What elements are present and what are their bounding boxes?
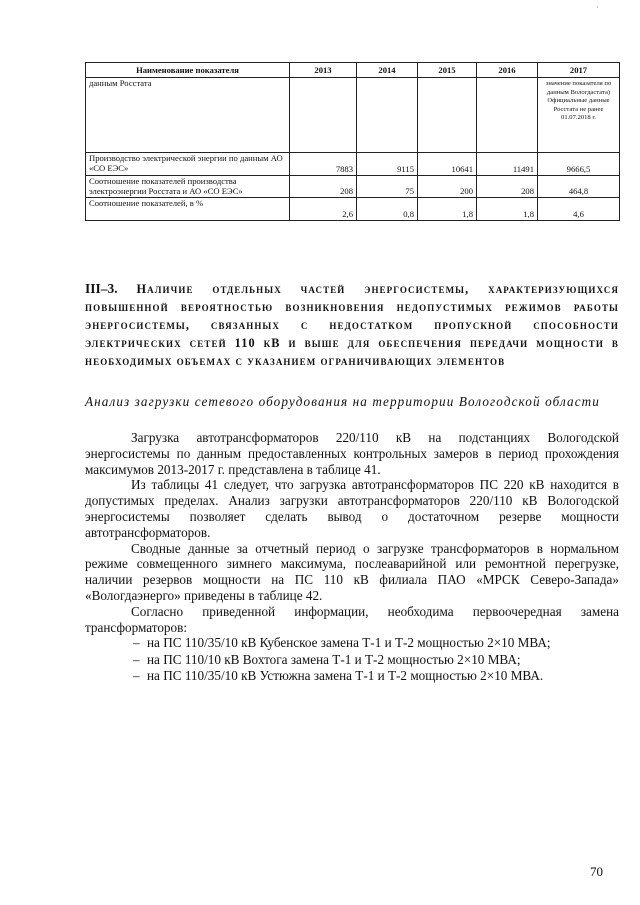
cell-2015: 10641 bbox=[418, 153, 477, 176]
cell-2013: 2,6 bbox=[290, 198, 357, 221]
row-label: Соотношение показателей, в % bbox=[86, 198, 290, 221]
replacement-list bbox=[85, 635, 619, 685]
column-header-2017: 2017 bbox=[538, 63, 620, 78]
column-header-2013: 2013 bbox=[290, 63, 357, 78]
cell-2017: 9666,5 bbox=[538, 153, 620, 176]
row-label: данным Росстата bbox=[86, 78, 290, 153]
list-item-text: на ПС 110/10 кВ Вохтога замена Т-1 и Т-2 мощностью 2×10 МВА; bbox=[147, 651, 521, 667]
cell-2015: 200 bbox=[418, 176, 477, 198]
list-marker: – bbox=[133, 651, 140, 667]
paragraph: Сводные данные за отчетный период о загрузке трансформаторов в нормальном режиме совмещенного зимнего максимума, послеаварийной или ремонтной перегрузке, наличии резервов мощности на ПС 110 кВ филиала ПАО «МРСК Северо-Запада» «Вологдаэнерго» приведены в таблице 42. bbox=[85, 540, 619, 603]
cell-2017-note: значение показателя по данным Вологдастата) Официальные данные Росстата не ранее 01.07.2018 г. bbox=[538, 78, 620, 153]
section-title: Наличие отдельных частей энергосистемы, характеризующихся повышенной вероятностью возникновения недопустимых режимов работы энергосистемы, связанных с недостатком пропускной способности электрических сетей 110 кВ и выше для обеспечения передачи мощности в необходимых объемах с указанием ограничивающих элементов bbox=[85, 282, 619, 368]
cell-2014: 9115 bbox=[357, 153, 418, 176]
paragraph: Из таблицы 41 следует, что загрузка автотрансформаторов ПС 220 кВ находится в допустимых пределах. Анализ загрузки автотрансформаторов 220/110 кВ Вологодской энергосистемы позволяет сделать вывод о достаточном резерве мощности автотрансформаторов. bbox=[85, 477, 619, 540]
column-header-indicator: Наименование показателя bbox=[86, 63, 290, 78]
section-heading bbox=[85, 280, 619, 370]
list-item bbox=[133, 635, 619, 652]
row-label: Производство электрической энергии по данным АО «СО ЕЭС» bbox=[86, 153, 290, 176]
cell-2016: 11491 bbox=[477, 153, 538, 176]
cell-2016: 208 bbox=[477, 176, 538, 198]
cell-2016: 1,8 bbox=[477, 198, 538, 221]
paragraph: Согласно приведенной информации, необходима первоочередная замена трансформаторов: bbox=[85, 603, 619, 635]
page-number: 70 bbox=[590, 864, 603, 879]
column-header-2014: 2014 bbox=[357, 63, 418, 78]
column-header-2015: 2015 bbox=[418, 63, 477, 78]
list-item bbox=[133, 652, 619, 669]
table-row bbox=[86, 176, 620, 198]
cell-2013: 208 bbox=[290, 176, 357, 198]
table-row bbox=[86, 198, 620, 221]
cell-2014 bbox=[357, 78, 418, 153]
list-item-text: на ПС 110/35/10 кВ Устюжна замена Т-1 и Т-2 мощностью 2×10 МВА. bbox=[147, 668, 544, 684]
section-subtitle: Анализ загрузки сетевого оборудования на территории Вологодской области bbox=[85, 394, 600, 409]
cell-2017: 464,8 bbox=[538, 176, 620, 198]
list-marker: – bbox=[133, 635, 140, 651]
cell-2013: 7883 bbox=[290, 153, 357, 176]
row-label: Соотношение показателей производства электроэнергии Росстата и АО «СО ЕЭС» bbox=[86, 176, 290, 198]
indicators-table bbox=[85, 62, 620, 221]
column-header-2016: 2016 bbox=[477, 63, 538, 78]
cell-2014: 0,8 bbox=[357, 198, 418, 221]
section-number: III–3. bbox=[85, 281, 118, 296]
paragraph: Загрузка автотрансформаторов 220/110 кВ на подстанциях Вологодской энергосистемы по данным предоставленных контрольных замеров в период прохождения максимумов 2013-2017 г. представлена в таблице 41. bbox=[85, 430, 619, 477]
cell-2013 bbox=[290, 78, 357, 153]
cell-2016 bbox=[477, 78, 538, 153]
table-row bbox=[86, 153, 620, 176]
cell-2015 bbox=[418, 78, 477, 153]
cell-2015: 1,8 bbox=[418, 198, 477, 221]
list-item bbox=[133, 668, 619, 685]
corner-mark: · bbox=[596, 2, 599, 12]
table-row bbox=[86, 78, 620, 153]
table-header-row bbox=[86, 63, 620, 78]
cell-2014: 75 bbox=[357, 176, 418, 198]
cell-2017: 4,6 bbox=[538, 198, 620, 221]
list-item-text: на ПС 110/35/10 кВ Кубенское замена Т-1 и Т-2 мощностью 2×10 МВА; bbox=[147, 635, 551, 651]
body-text bbox=[85, 430, 619, 685]
list-marker: – bbox=[133, 668, 140, 684]
